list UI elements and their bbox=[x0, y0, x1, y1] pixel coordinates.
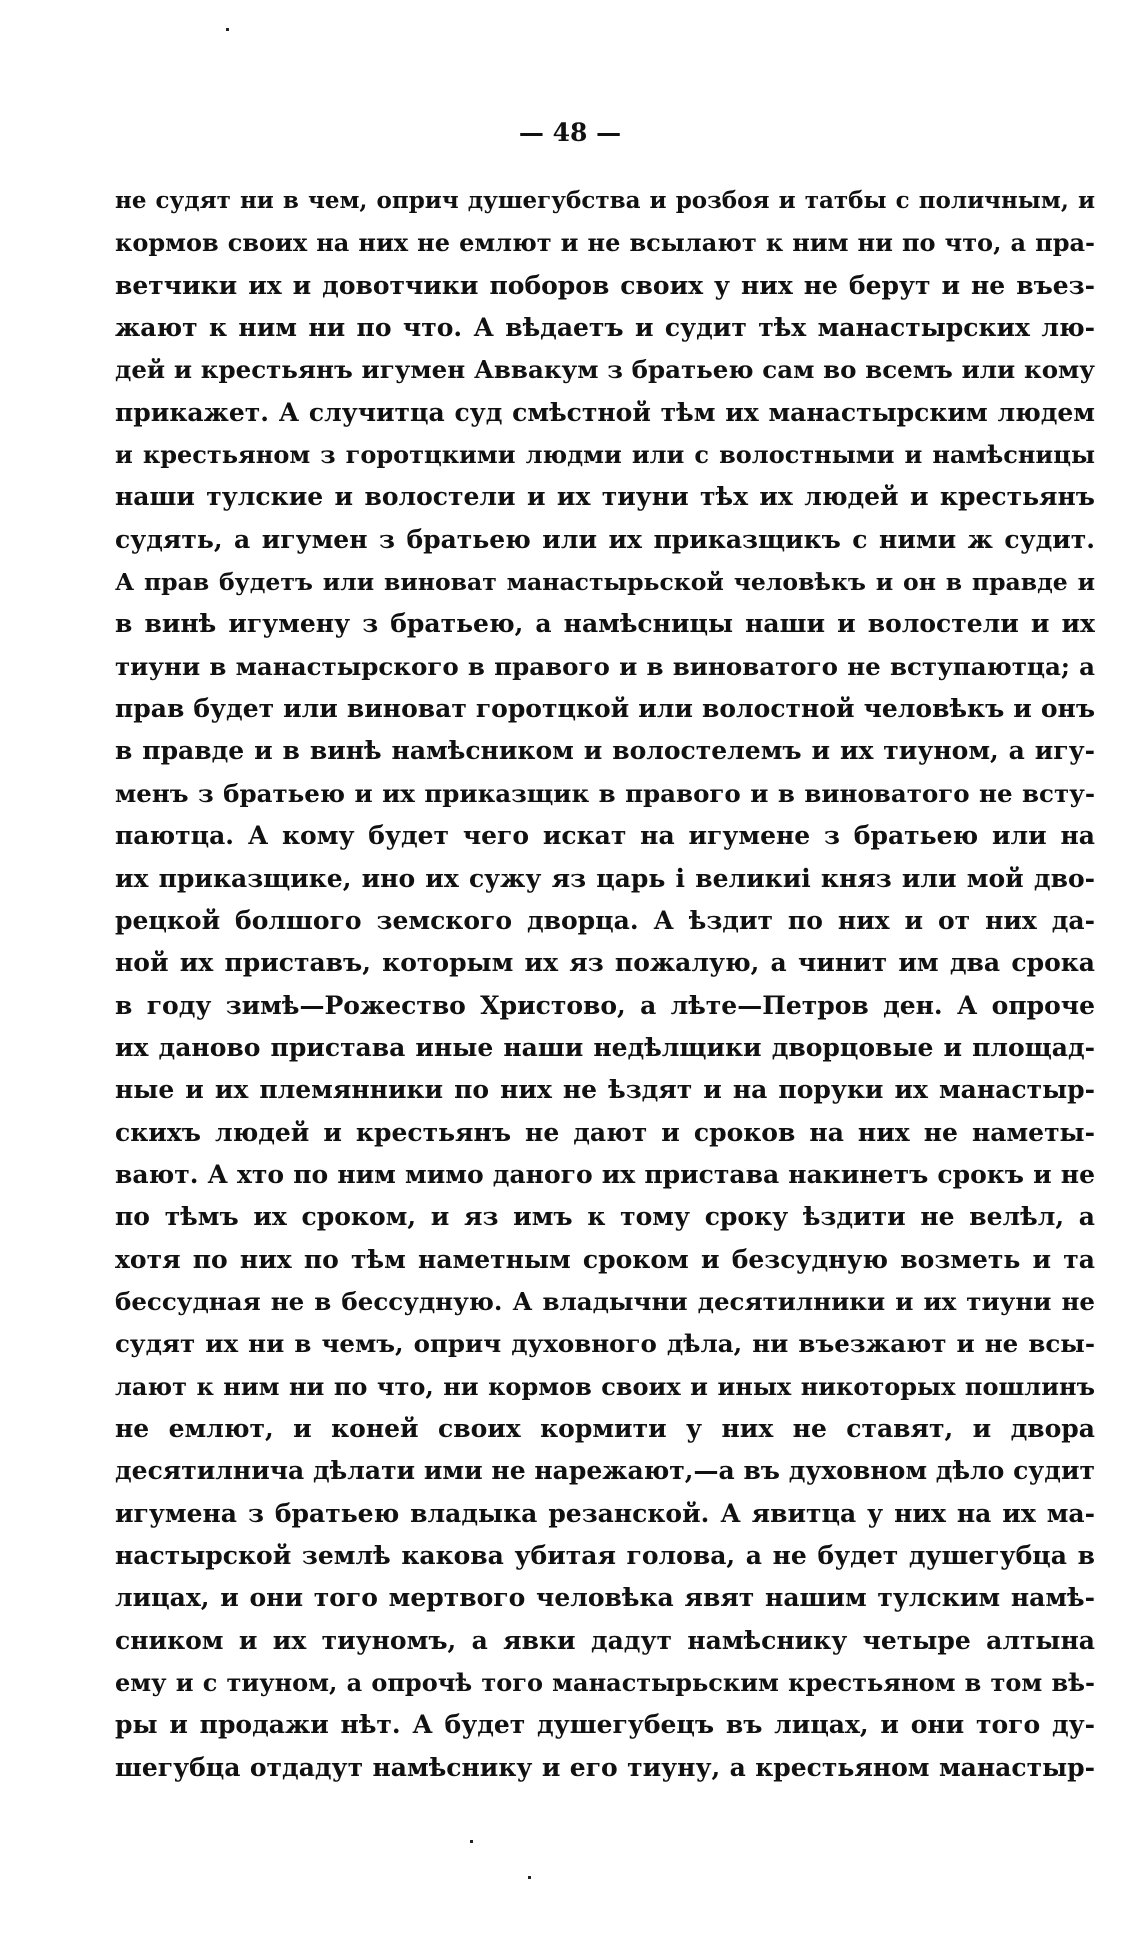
text-line: в году зимѣ—Рожество Христово, а лѣте—Петров ден. А опроче bbox=[115, 990, 1095, 1020]
text-line: А прав будетъ или виноват манастырьской человѣкъ и он в правде и bbox=[115, 568, 1095, 597]
text-line: игумена з братьею владыка резанской. А явитца у них на их ма- bbox=[115, 1498, 1095, 1528]
text-line: ные и их племянники по них не ѣздят и на поруки их манастыр- bbox=[115, 1075, 1095, 1105]
text-line: лают к ним ни по что, ни кормов своих и иных никоторых пошлинъ bbox=[115, 1371, 1095, 1401]
text-line: ры и продажи нѣт. А будет душегубецъ въ лицах, и они того ду- bbox=[115, 1710, 1095, 1740]
ink-speck bbox=[226, 28, 229, 31]
text-line: не емлют, и коней своих кормити у них не ставят, и двора bbox=[115, 1413, 1095, 1443]
text-line: паютца. А кому будет чего искат на игумене з братьею или на bbox=[115, 821, 1095, 851]
text-line: лицах, и они того мертвого человѣка явят нашим тулским намѣ- bbox=[115, 1583, 1095, 1613]
text-line: по тѣмъ их сроком, и яз имъ к тому сроку ѣздити не велѣл, а bbox=[115, 1202, 1095, 1232]
text-line: судять, а игумен з братьею или их приказщикъ с ними ж судит. bbox=[115, 524, 1095, 554]
text-line: их приказщике, ино их сужу яз царь і великиі княз или мой дво- bbox=[115, 863, 1095, 893]
page-number: — 48 — bbox=[518, 118, 622, 147]
text-line: жают к ним ни по что. А вѣдаетъ и судит тѣх манастырских лю- bbox=[115, 313, 1095, 343]
ink-speck bbox=[528, 1876, 531, 1879]
text-line: ветчики их и довотчики поборов своих у них не берут и не въез- bbox=[115, 270, 1095, 300]
body-text bbox=[115, 180, 1095, 1789]
text-line: ной их приставъ, которым их яз пожалую, а чинит им два срока bbox=[115, 948, 1095, 978]
text-line: их даново пристава иные наши недѣлщики дворцовые и площад- bbox=[115, 1032, 1095, 1062]
text-line: бессудная не в бессудную. А владычни десятилники и их тиуни не bbox=[115, 1286, 1095, 1316]
text-line: не судят ни в чем, оприч душегубства и розбоя и татбы с поличным, и bbox=[115, 187, 1095, 214]
text-line: шегубца отдадут намѣснику и его тиуну, а крестьяном манастыр- bbox=[115, 1752, 1095, 1782]
text-line: в правде и в винѣ намѣсником и волостелемъ и их тиуном, а игу- bbox=[115, 736, 1095, 766]
text-line: настырской землѣ какова убитая голова, а не будет душегубца в bbox=[115, 1541, 1095, 1570]
text-line: сником и их тиуномъ, а явки дадут намѣснику четыре алтына bbox=[115, 1625, 1095, 1655]
text-line: десятилнича дѣлати ими не нарежают,—а въ духовном дѣло судит bbox=[115, 1456, 1095, 1486]
text-line: наши тулские и волостели и их тиуни тѣх их людей и крестьянъ bbox=[115, 482, 1095, 512]
text-line: кормов своих на них не емлют и не всылают к ним ни по что, а пра- bbox=[115, 228, 1095, 258]
text-line: вают. А хто по ним мимо даного их пристава накинетъ срокъ и не bbox=[115, 1159, 1095, 1189]
text-line: прикажет. А случитца суд смѣстной тѣм их манастырским людем bbox=[115, 397, 1095, 427]
text-line: ему и с тиуном, а опрочѣ того манастырьским крестьяном в том вѣ- bbox=[115, 1668, 1095, 1698]
ink-speck bbox=[470, 1840, 473, 1843]
text-line: менъ з братьею и их приказщик в правого и в виноватого не всту- bbox=[115, 778, 1095, 808]
text-line: дей и крестьянъ игумен Аввакум з братьею сам во всемъ или кому bbox=[115, 355, 1095, 385]
text-line: судят их ни в чемъ, оприч духовного дѣла, ни въезжают и не всы- bbox=[115, 1329, 1095, 1359]
text-line: тиуни в манастырского в правого и в виноватого не вступаютца; а bbox=[115, 651, 1095, 681]
text-line: и крестьяном з горотцкими людми или с волостными и намѣсницы bbox=[115, 440, 1095, 470]
text-line: скихъ людей и крестьянъ не дают и сроков на них не наметы- bbox=[115, 1117, 1095, 1147]
text-line: хотя по них по тѣм наметным сроком и безсудную возметь и та bbox=[115, 1244, 1095, 1274]
text-line: прав будет или виноват горотцкой или волостной человѣкъ и онъ bbox=[115, 694, 1095, 724]
text-line: рецкой болшого земского дворца. А ѣздит по них и от них да- bbox=[115, 905, 1095, 935]
text-line: в винѣ игумену з братьею, а намѣсницы наши и волостели и их bbox=[115, 609, 1095, 639]
